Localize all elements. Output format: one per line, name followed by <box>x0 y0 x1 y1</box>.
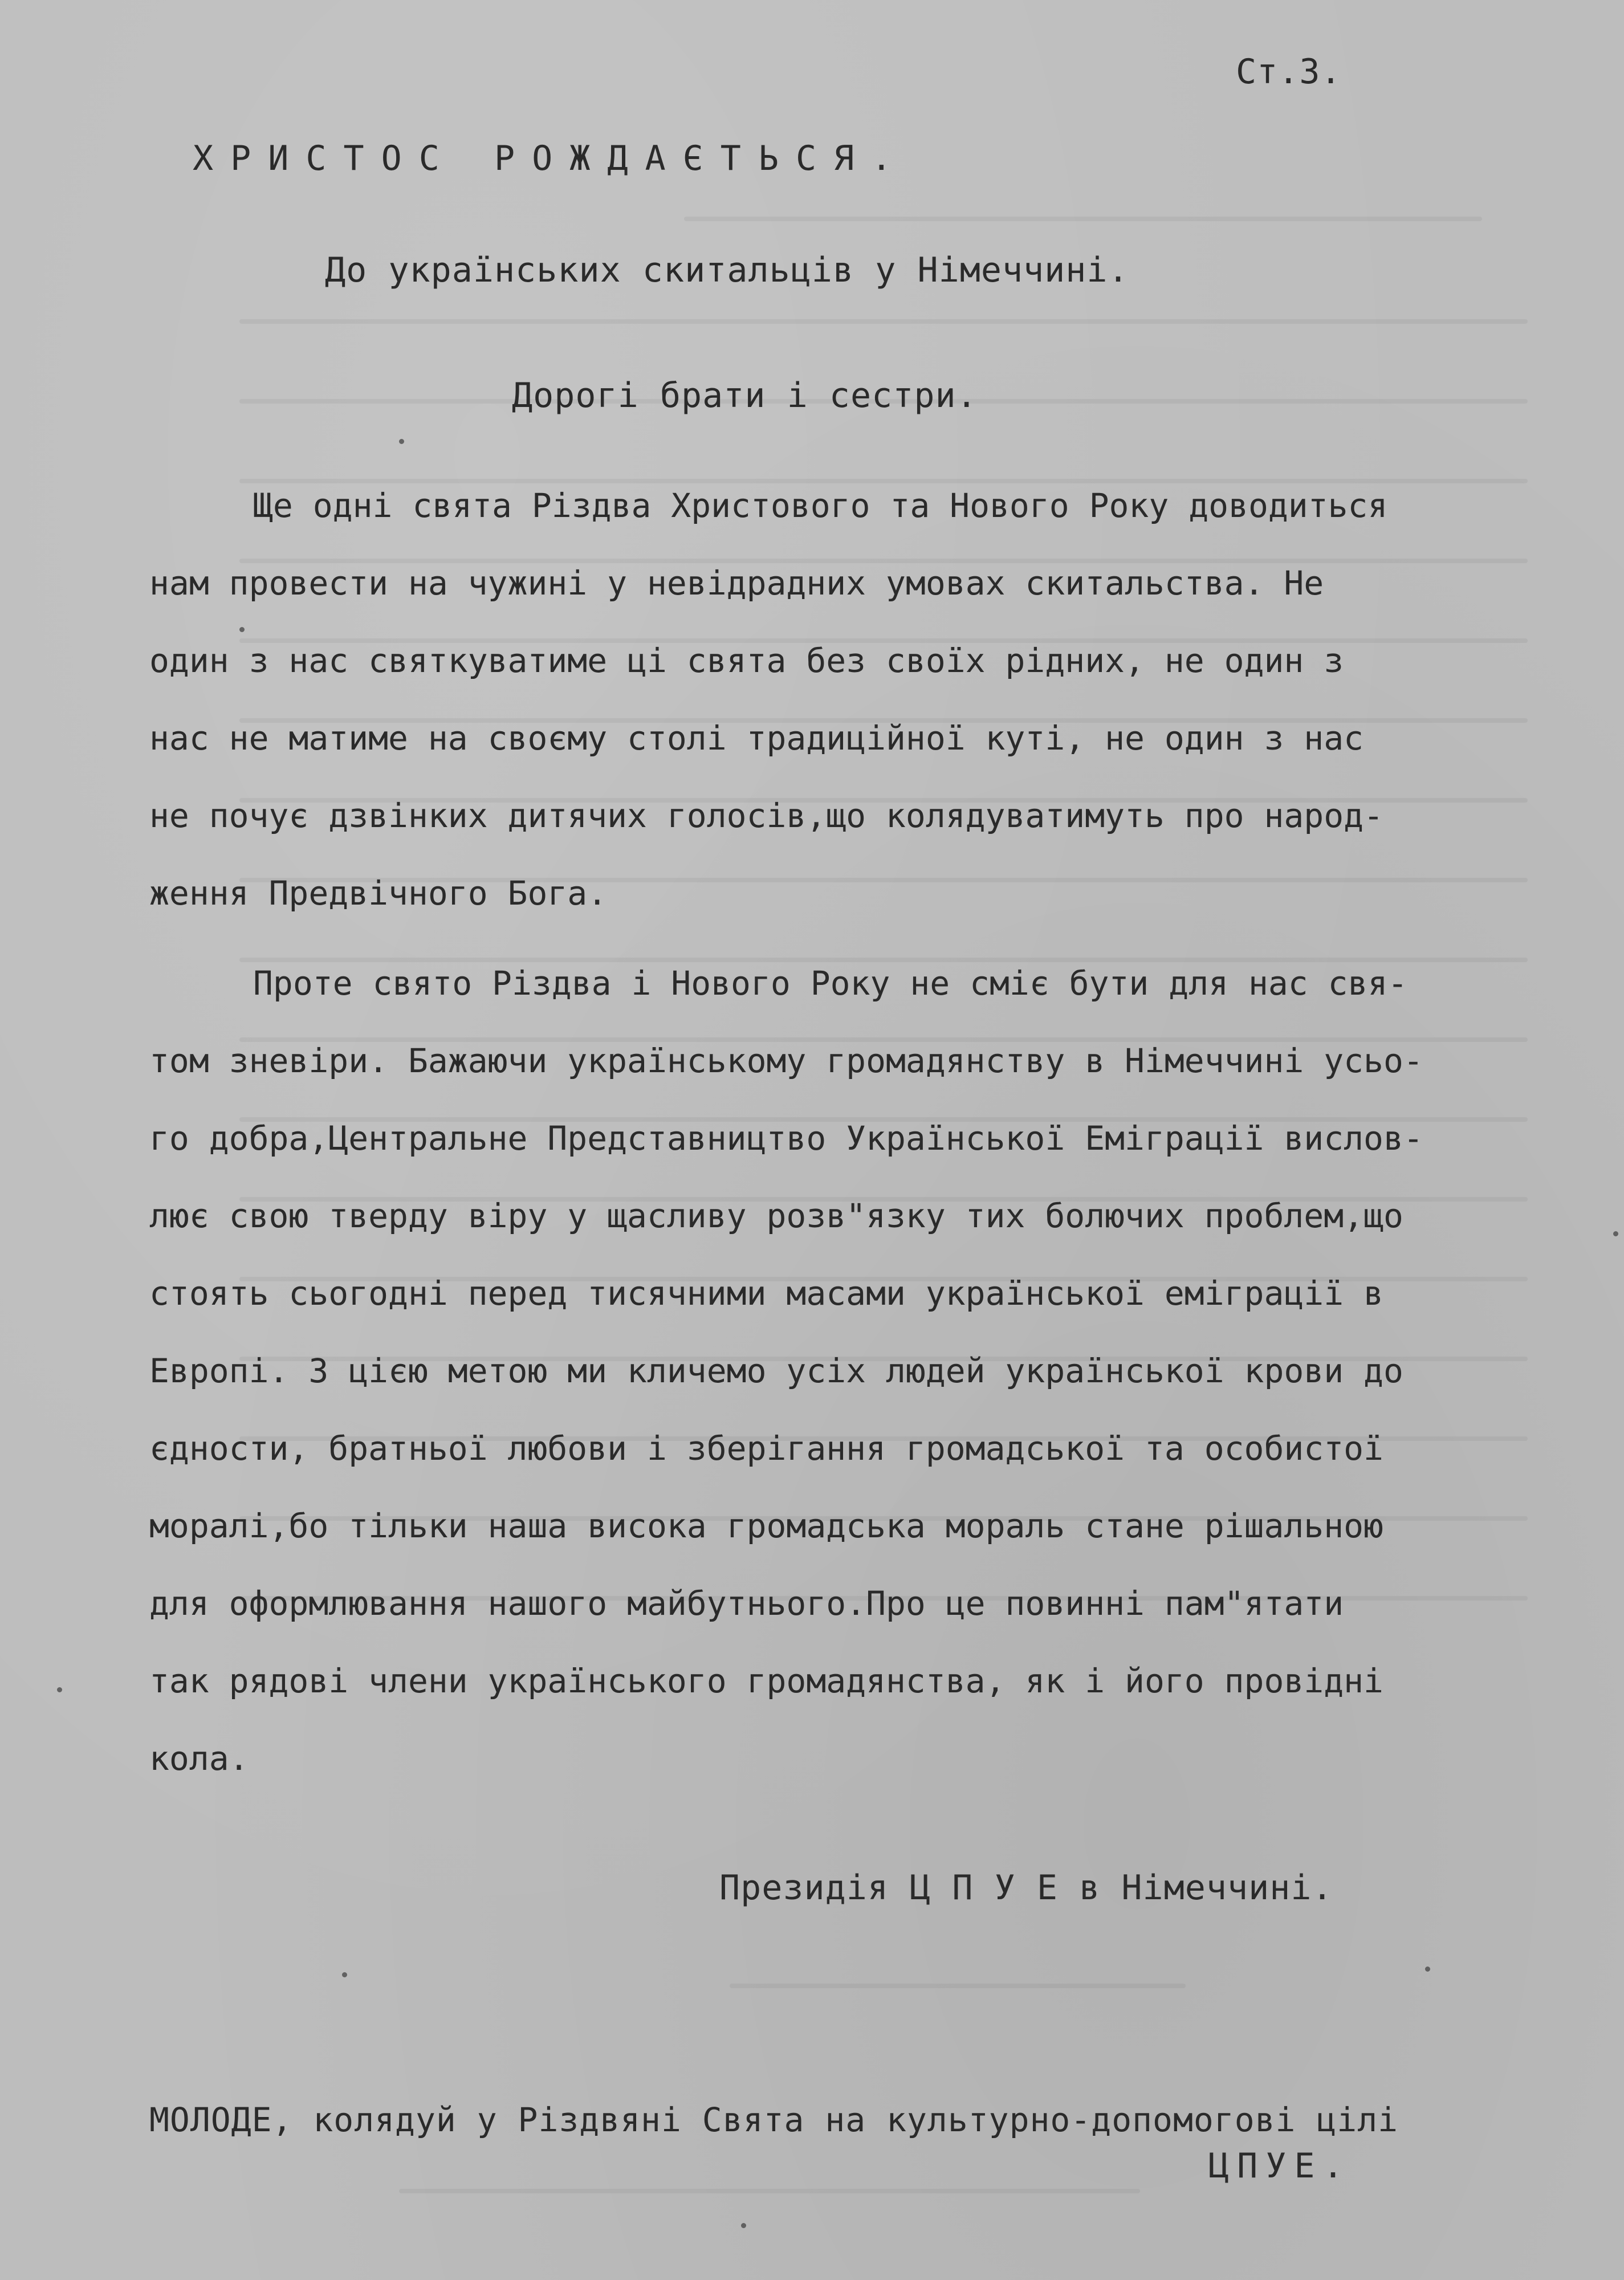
paragraph-line: лює свою тверду віру у щасливу розв"язку тих болючих проблем,що <box>149 1196 1403 1235</box>
paragraph-line: том зневіри. Бажаючи українському громадянству в Німеччині усьо- <box>149 1041 1423 1080</box>
ink-speck <box>342 1972 347 1977</box>
address-line: До українських скитальців у Німеччині. <box>325 250 1129 290</box>
paragraph-line: так рядові члени українського громадянства, як і його провідні <box>149 1662 1383 1700</box>
bleed-through-line <box>239 559 1528 563</box>
paragraph-line: ження Предвічного Бога. <box>149 874 608 913</box>
paragraph-line: Европі. З цією метою ми кличемо усіх людей української крови до <box>149 1351 1403 1390</box>
bleed-through-line <box>239 319 1528 324</box>
paragraph-line: стоять сьогодні перед тисячними масами української еміграції в <box>149 1274 1383 1313</box>
paragraph-line: Ще одні свята Різдва Христового та Нового Року доводиться <box>253 486 1388 525</box>
bleed-through-line <box>684 217 1482 221</box>
paragraph-line: нам провести на чужині у невідрадних умовах скитальства. Не <box>149 564 1324 602</box>
paragraph-line: нас не матиме на своєму столі традиційної куті, не один з нас <box>149 719 1364 758</box>
salutation: Дорогі брати і сестри. <box>512 376 978 416</box>
ink-speck <box>57 1687 62 1692</box>
signature: Президія Ц П У Е в Німеччині. <box>719 1868 1333 1908</box>
document-title: ХРИСТОС РОЖДАЄТЬСЯ. <box>193 139 909 178</box>
paragraph-line: моралі,бо тільки наша висока громадська мораль стане рішальною <box>149 1507 1383 1545</box>
ink-speck <box>1613 1231 1618 1236</box>
ink-speck <box>1425 1966 1430 1972</box>
ink-speck <box>741 2223 746 2228</box>
footer-organization: ЦПУЕ. <box>1208 2146 1352 2186</box>
footer-note: МОЛОДЕ, колядуй у Різдвяні Свята на культурно-допомогові цілі <box>149 2100 1399 2139</box>
paragraph-line: Проте свято Різдва і Нового Року не сміє бути для нас свя- <box>253 964 1408 1003</box>
bleed-through-line <box>399 2189 1140 2193</box>
paragraph-line: кола. <box>149 1739 249 1778</box>
paragraph-line: не почує дзвінких дитячих голосів,що колядуватимуть про народ- <box>149 796 1383 835</box>
ink-speck <box>399 439 404 444</box>
ink-speck <box>239 627 245 632</box>
page-number: Ст.3. <box>1236 52 1342 92</box>
bleed-through-line <box>239 479 1528 483</box>
paragraph-line: го добра,Центральне Представництво Української Еміграції вислов- <box>149 1119 1423 1158</box>
bleed-through-line <box>730 1984 1186 1988</box>
bleed-through-line <box>239 958 1528 962</box>
paragraph-line: для оформлювання нашого майбутнього.Про це повинні пам"ятати <box>149 1584 1344 1623</box>
paragraph-line: єдности, братньої любови і зберігання громадської та особистої <box>149 1429 1383 1468</box>
paragraph-line: один з нас святкуватиме ці свята без своїх рідних, не один з <box>149 641 1344 680</box>
